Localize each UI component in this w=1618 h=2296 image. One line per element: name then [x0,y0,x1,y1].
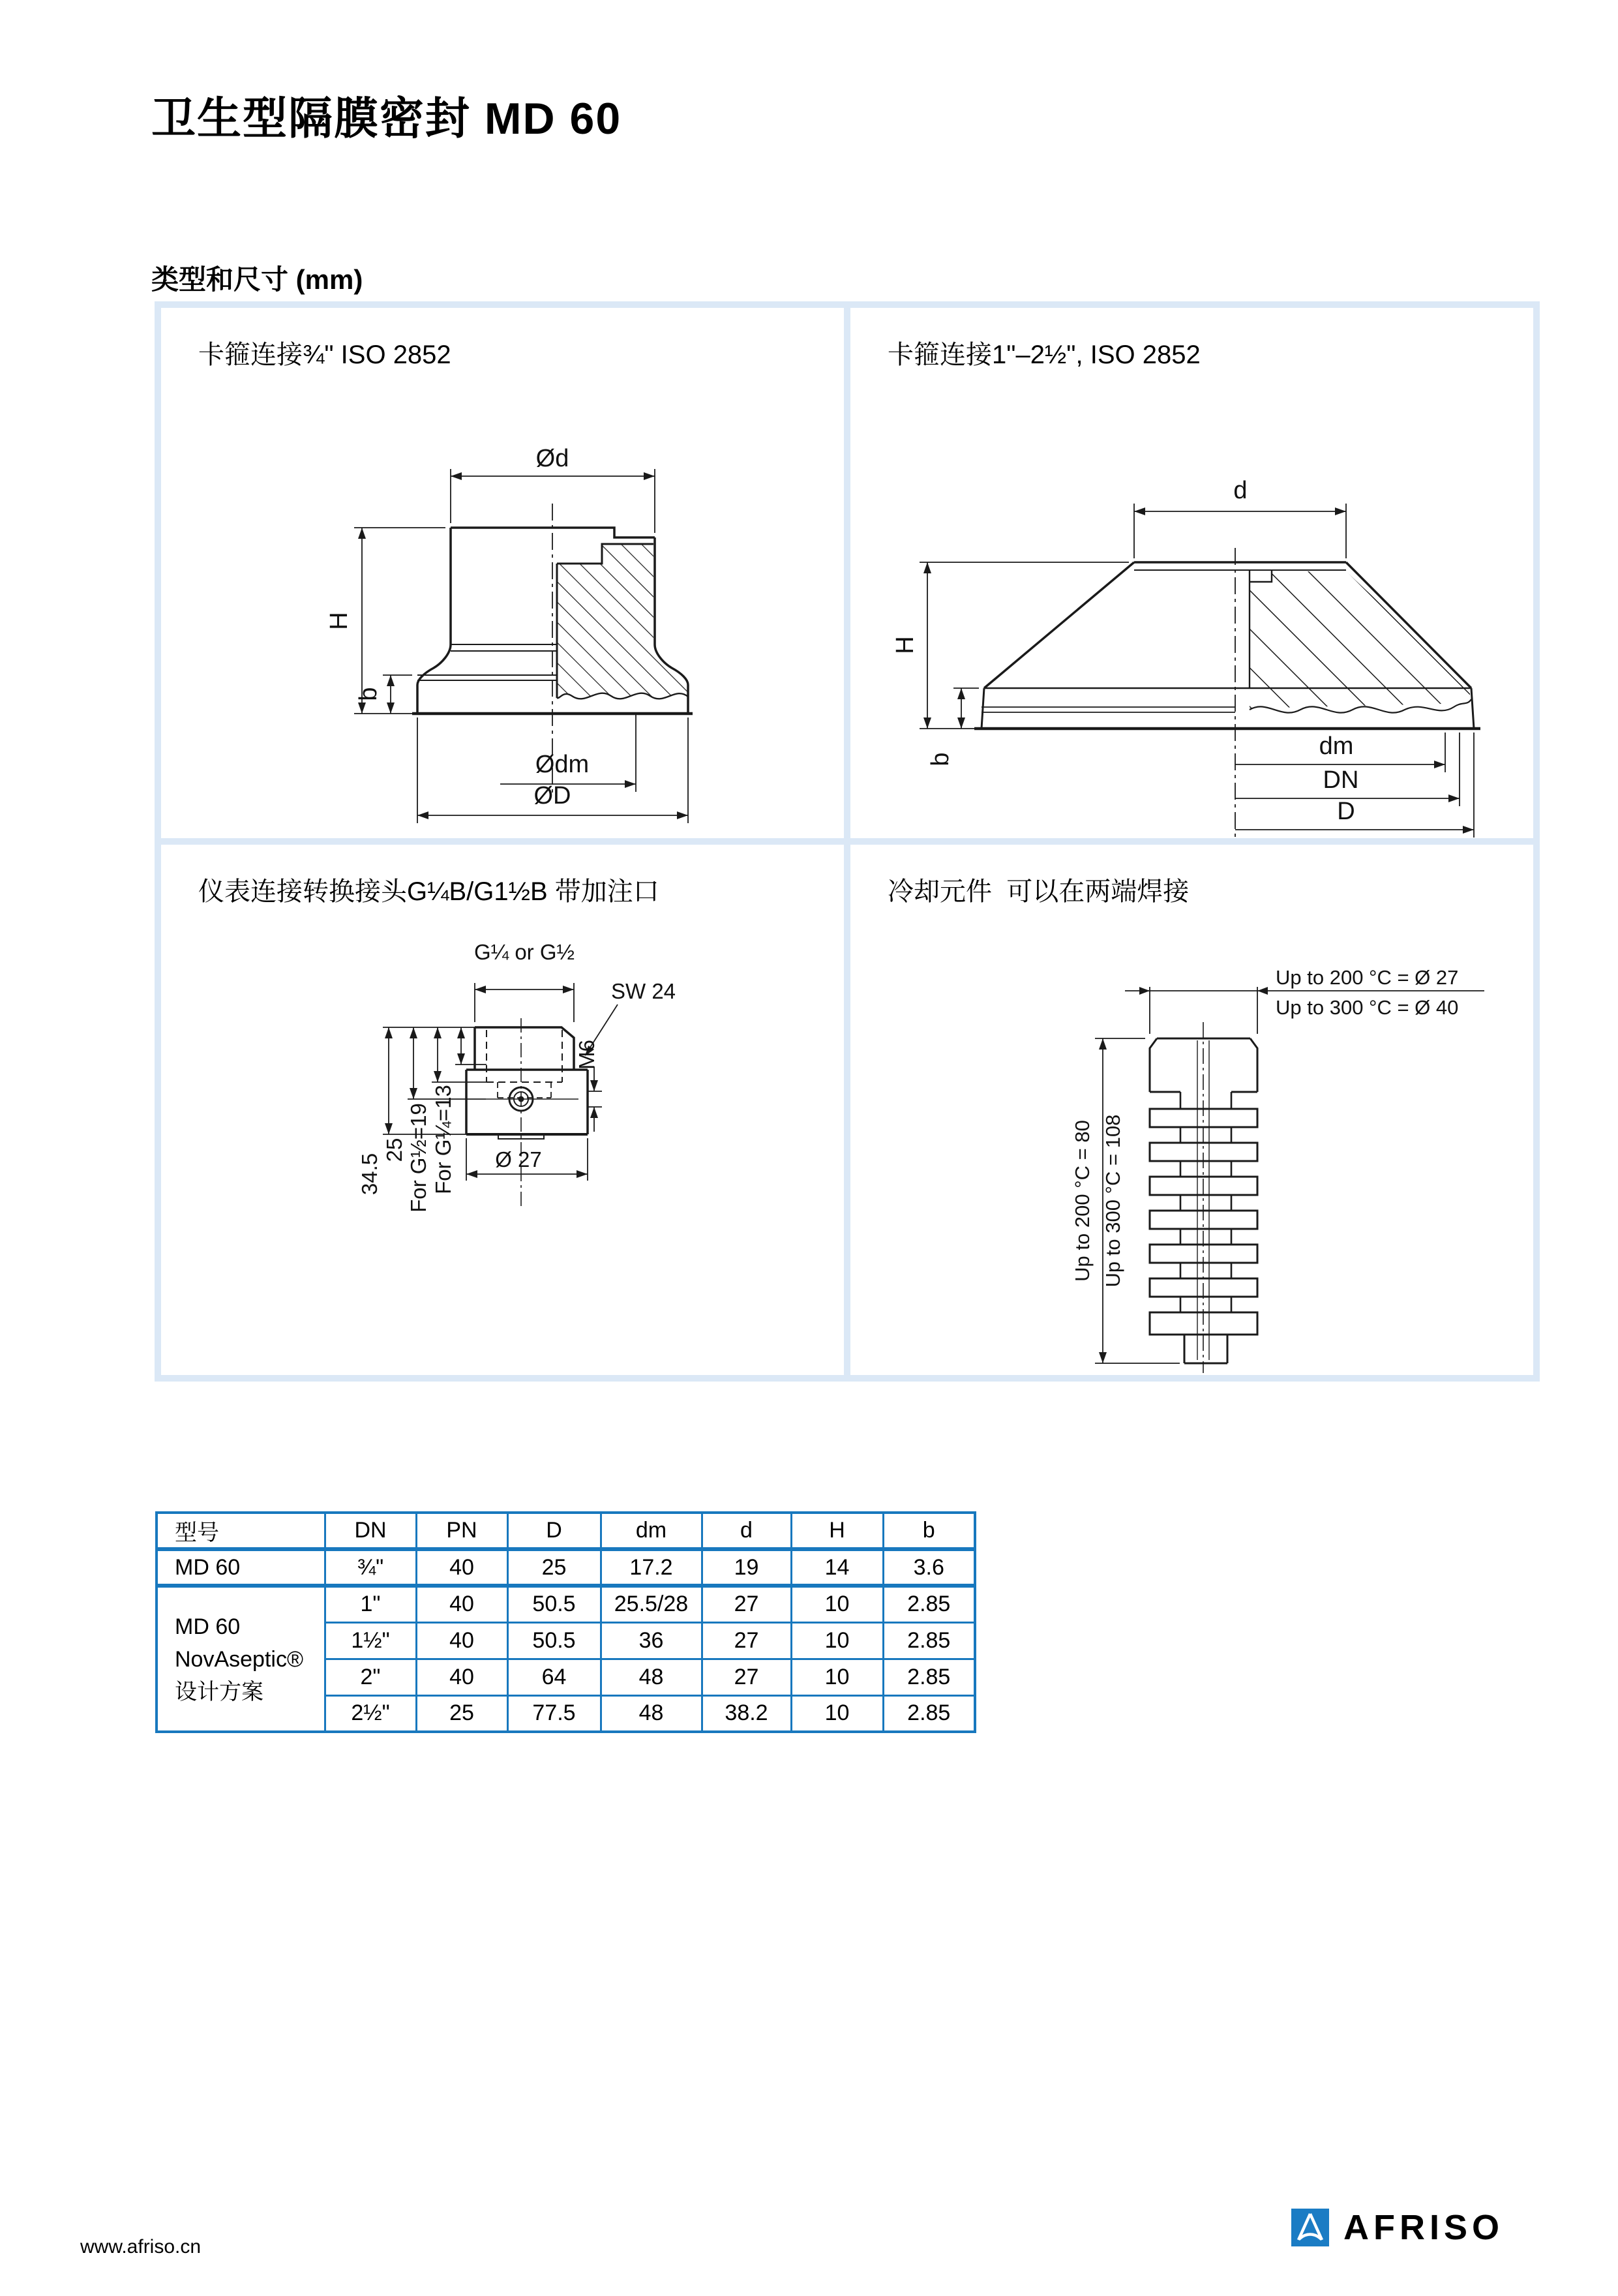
dim-label-g14: For G¼=13 [431,1085,455,1194]
afriso-logo-text: AFRISO [1343,2208,1505,2247]
col-header-d: d [702,1513,791,1549]
dim-label-D: ØD [533,782,571,809]
col-header-pn: PN [416,1513,507,1549]
label-len-300: Up to 300 °C = 108 [1101,1114,1124,1288]
table-row: 1½" 40 50.5 36 27 10 2.85 [157,1622,975,1659]
panel-adapter [161,845,844,1375]
panel-clamp-34 [161,308,844,838]
col-header-dm: dm [601,1513,702,1549]
table-row: MD 60 ¾" 40 25 17.2 19 14 3.6 [157,1549,975,1586]
dim-label-b: b [355,687,382,701]
table-header-row [157,1513,975,1549]
dim-label-H: H [325,612,353,630]
adapter-drawing [161,845,844,1375]
col-header-H: H [791,1513,883,1549]
panel-cooling [850,845,1533,1375]
dim-label-d: d [1233,477,1248,504]
label-dia-200: Up to 200 °C = Ø 27 [1276,966,1459,989]
drawing-panel-grid [155,301,1540,1382]
afriso-logo-mark-icon [1291,2209,1329,2246]
section-heading: 类型和尺寸 (mm) [151,264,363,295]
panel-clamp-1-25-title: 卡箍连接1"–2½", ISO 2852 [888,340,1201,369]
group-model-cell: MD 60 NovAseptic® 设计方案 [157,1586,325,1732]
label-thread: G¼ or G½ [473,940,575,964]
dim-label-34-5: 34.5 [357,1153,382,1196]
label-len-200: Up to 200 °C = 80 [1071,1120,1094,1282]
table-row: 2" 40 64 48 27 10 2.85 [157,1659,975,1695]
col-header-D: D [507,1513,601,1549]
dimension-table [155,1511,976,1733]
table-row: MD 60 NovAseptic® 设计方案 1" 40 50.5 25.5/28 27 10 2.85 [157,1586,975,1622]
page-title: 卫生型隔膜密封 MD 60 [151,94,622,144]
table-row: 2½" 25 77.5 48 38.2 10 2.85 [157,1695,975,1732]
label-sw24: SW 24 [611,979,676,1003]
col-header-b: b [883,1513,975,1549]
dim-label-m6: M6 [575,1040,599,1070]
dim-label-dm: dm [1319,733,1354,760]
dim-label-b: b [927,752,954,766]
panel-cooling-title: 冷却元件 可以在两端焊接 [888,877,1190,906]
cooling-drawing [850,845,1533,1375]
dim-label-dia27: Ø 27 [495,1147,542,1171]
dim-label-H: H [891,636,919,654]
afriso-logo [1291,2207,1504,2248]
dim-label-DN: DN [1323,766,1359,794]
clamp-34-drawing [161,308,844,838]
footer-url: www.afriso.cn [80,2236,202,2258]
dim-label-25: 25 [382,1138,406,1162]
dim-label-dm: Ødm [535,751,590,778]
panel-clamp-34-title: 卡箍连接¾" ISO 2852 [198,340,451,369]
dim-label-D: D [1337,798,1355,825]
dim-label-d: Ød [535,445,569,472]
dim-label-g12: For G½=19 [406,1103,430,1213]
col-header-model: 型号 [157,1513,325,1549]
label-dia-300: Up to 300 °C = Ø 40 [1276,996,1459,1019]
clamp-1-25-drawing [850,308,1533,838]
panel-clamp-1-25 [850,308,1533,838]
panel-adapter-title: 仪表连接转换接头G¼B/G1½B 带加注口 [198,877,659,906]
col-header-dn: DN [325,1513,416,1549]
